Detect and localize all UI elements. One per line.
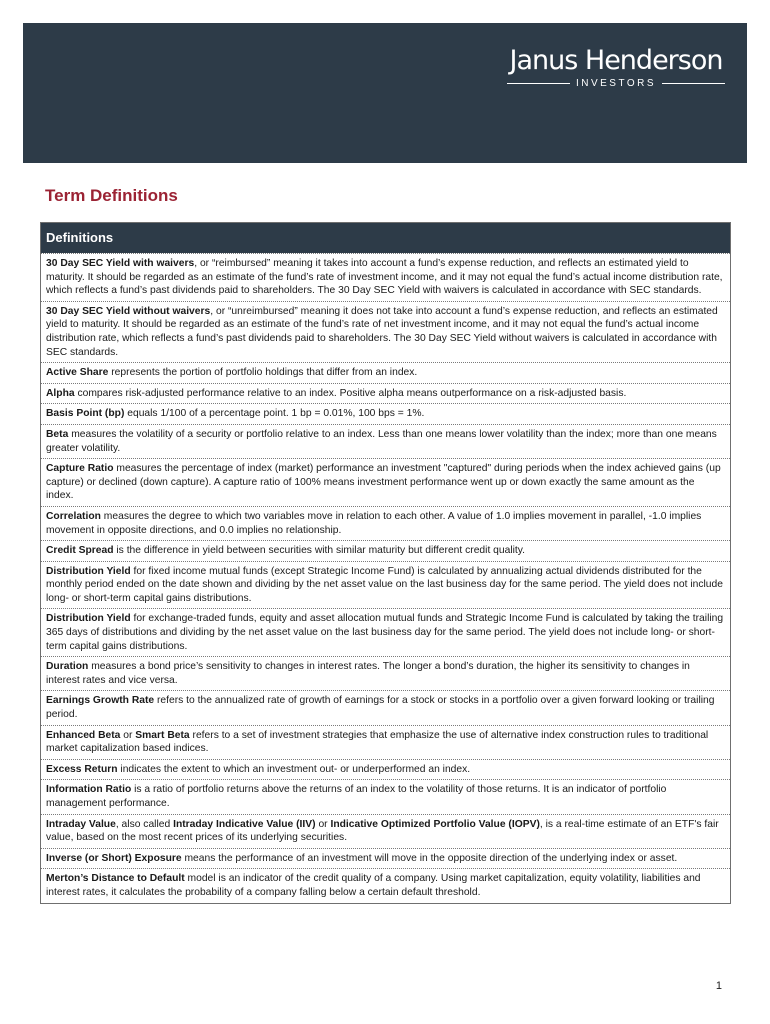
definition-inverse-exposure [41, 848, 730, 869]
definitions-table [40, 222, 731, 904]
definition-correlation [41, 506, 730, 540]
definition-text: or [315, 818, 331, 830]
definition-30-day-sec-yield-with-waivers [41, 253, 730, 301]
definition-text: is the difference in yield between securities with similar maturity but different credit quality. [113, 545, 526, 557]
definition-information-ratio [41, 779, 730, 813]
definition-term: Merton’s Distance to Default [46, 873, 185, 885]
definition-text: or [120, 729, 136, 741]
definition-term: Correlation [46, 510, 101, 522]
definition-term: Beta [46, 428, 69, 440]
definition-term: Enhanced Beta [46, 729, 121, 741]
definition-text: refers to the annualized rate of growth of earnings for a stock or stocks in a portfolio over a given forward looking or trailing period. [46, 695, 715, 721]
definition-term: Credit Spread [46, 545, 114, 557]
definitions-list [41, 253, 730, 903]
definition-enhanced-beta [41, 725, 730, 759]
definition-term: Duration [46, 661, 89, 673]
page-title: Term Definitions [45, 186, 178, 205]
definition-term: Distribution Yield [46, 613, 131, 625]
logo-rule-right [662, 83, 725, 84]
definition-excess-return [41, 759, 730, 780]
definition-intraday-value [41, 814, 730, 848]
logo-subline [507, 78, 725, 89]
definition-distribution-yield-fixed-income [41, 561, 730, 609]
definition-mertons-distance-to-default [41, 868, 730, 902]
definition-text: , or “reimbursed” meaning it takes into account a fund’s expense reduction, and reflects an estimated yield to maturity. It should be regarded as an estimate of the fund’s rate of investment income, and it may not equal the fund’s actual income distribution rate, which reflects a fund’s past dividends paid to shareholders. The 30 Day SEC Yield with waivers is calculated in accordance with SEC standards. [46, 258, 723, 297]
definition-term: Alpha [46, 387, 75, 399]
definition-text: means the performance of an investment will move in the opposite direction of the underlying index or asset. [181, 852, 678, 864]
definition-term: Capture Ratio [46, 463, 114, 475]
definition-text: refers to a set of investment strategies that emphasize the use of alternative index construction rules to traditional market capitalization based indices. [46, 729, 709, 755]
definition-text: represents the portion of portfolio holdings that differ from an index. [108, 367, 418, 379]
definition-text: for fixed income mutual funds (except Strategic Income Fund) is calculated by annualizing actual dividends distributed for the monthly period ended on the date shown and dividing by the net asset value on the last business day for the same period. The yield does not include long- or short-term capital gains distributions. [46, 565, 723, 604]
definition-term: Inverse (or Short) Exposure [46, 852, 182, 864]
definition-text: measures a bond price’s sensitivity to changes in interest rates. The longer a bond’s duration, the higher its sensitivity to changes in interest rates and vice versa. [46, 661, 690, 686]
definition-alpha [41, 383, 730, 404]
definition-text: , or “unreimbursed” meaning it does not take into account a fund’s expense reduction, and reflects an estimated yield to maturity. It should be regarded as an estimate of the fund’s rate of net investment income, and it may not equal the fund’s actual income distribution rate, which reflects a fund’s past dividends paid to shareholders. The 30 Day SEC Yield without waivers is calculated in accordance with SEC standards. [46, 305, 718, 358]
header-band [23, 23, 747, 163]
definition-text: for exchange-traded funds, equity and asset allocation mutual funds and Strategic Income Fund is calculated by taking the trailing 365 days of distributions and dividing by the net asset value on the last business day for the same period. The yield does not include long- or short-term capital gains distributions. [46, 613, 724, 652]
definition-term: 30 Day SEC Yield with waivers [46, 258, 195, 269]
definition-duration [41, 656, 730, 690]
definition-text: model is an indicator of the credit quality of a company. Using market capitalization, equity volatility, liabilities and interest rates, it calculates the probability of a company falling below a certain default threshold. [46, 873, 701, 898]
definition-term: Intraday Value [46, 818, 116, 830]
definition-term: Information Ratio [46, 784, 132, 796]
logo-subtitle: INVESTORS [575, 78, 657, 89]
definition-text: , is a real-time estimate of an ETF's fair value, based on the most recent prices of its underlying securities. [46, 818, 719, 844]
definition-text: , also called [115, 818, 174, 830]
definition-basis-point [41, 403, 730, 424]
page-number: 1 [715, 980, 722, 992]
definition-30-day-sec-yield-without-waivers [41, 301, 730, 362]
definition-term: Smart Beta [135, 729, 190, 741]
definition-text: equals 1/100 of a percentage point. 1 bp = 0.01%, 100 bps = 1%. [124, 408, 425, 420]
definition-text: measures the degree to which two variables move in relation to each other. A value of 1.0 implies movement in parallel, -1.0 implies movement in opposite directions, and 0.0 implies no relationship. [46, 510, 702, 536]
definition-text: measures the percentage of index (market) performance an investment "captured" during periods when the index achieved gains (up capture) or declined (down capture). A capture ratio of 100% means investment performance went up or down exactly the same amount as the index. [46, 463, 721, 502]
definition-text: measures the volatility of a security or portfolio relative to an index. Less than one means lower volatility than the index; more than one means greater volatility. [46, 428, 717, 454]
janus-henderson-logo [507, 45, 725, 89]
logo-wordmark: Janus Henderson [509, 45, 723, 76]
definition-term: Earnings Growth Rate [46, 695, 155, 707]
definition-capture-ratio [41, 458, 730, 506]
definition-text: is a ratio of portfolio returns above the returns of an index to the volatility of those returns. It is an indicator of portfolio management performance. [46, 784, 667, 809]
definition-term: Distribution Yield [46, 565, 131, 577]
definition-credit-spread [41, 540, 730, 561]
definition-distribution-yield-etf [41, 608, 730, 656]
definition-term: Active Share [46, 367, 109, 379]
definition-active-share [41, 362, 730, 383]
definition-earnings-growth-rate [41, 690, 730, 724]
definition-beta [41, 424, 730, 458]
definition-text: indicates the extent to which an investment out- or underperformed an index. [117, 763, 471, 775]
definition-term: Excess Return [46, 763, 118, 775]
definition-term: 30 Day SEC Yield without waivers [46, 305, 211, 317]
definitions-table-header: Definitions [41, 223, 730, 253]
definition-term: Intraday Indicative Value (IIV) [173, 818, 316, 830]
definition-term: Basis Point (bp) [46, 408, 125, 420]
logo-rule-left [507, 83, 570, 84]
definition-text: compares risk-adjusted performance relative to an index. Positive alpha means outperformance on a risk-adjusted basis. [74, 387, 627, 399]
definition-term: Indicative Optimized Portfolio Value (IOPV) [330, 818, 540, 830]
